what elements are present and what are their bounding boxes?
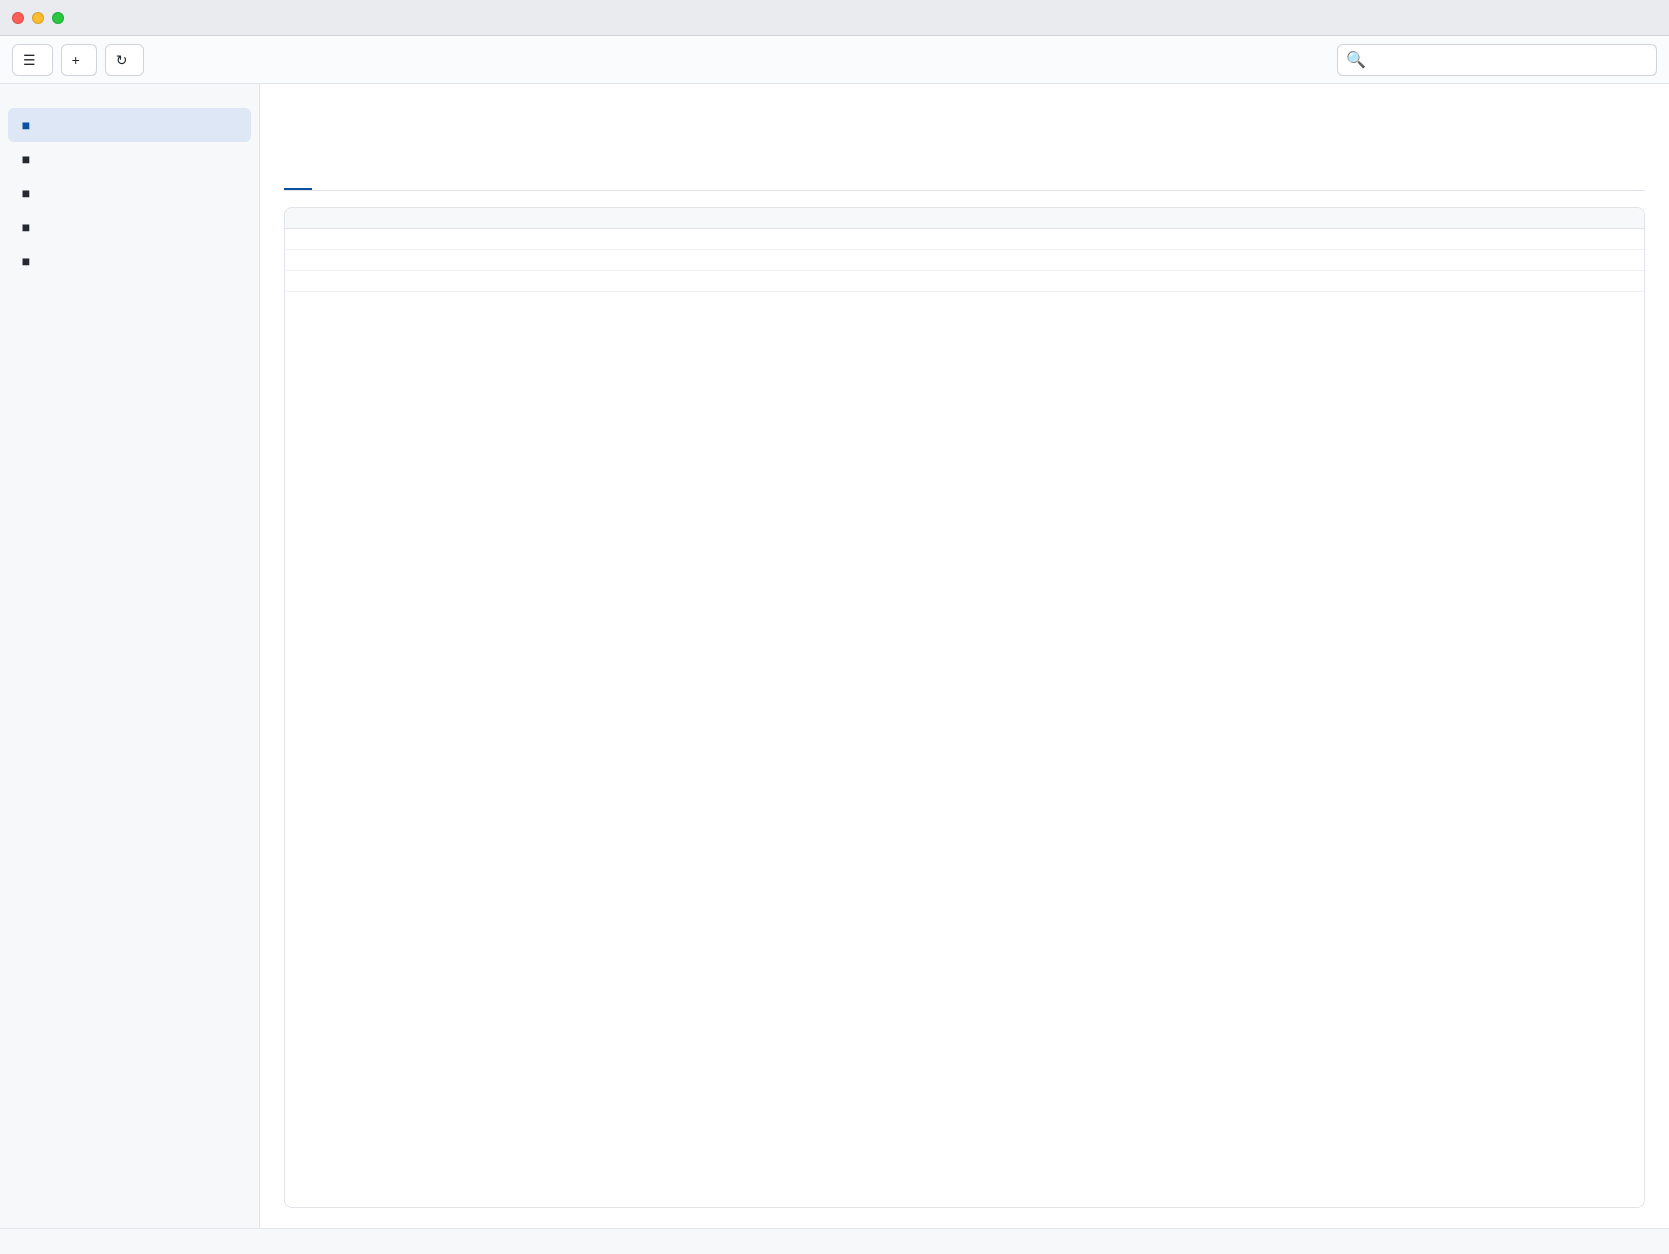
sidebar-item-5-icon: ■	[21, 253, 31, 269]
sidebar-item-5[interactable]	[8, 244, 251, 278]
sidebar-item-1[interactable]	[8, 108, 251, 142]
sidebar-item-1-icon: ■	[21, 117, 31, 133]
table-cell	[285, 250, 625, 271]
tab-1[interactable]	[284, 172, 312, 190]
column-header[interactable]	[965, 208, 1305, 229]
table-cell	[965, 271, 1305, 292]
breadcrumb	[284, 104, 1645, 122]
table-cell	[625, 271, 965, 292]
table-cell	[1304, 250, 1644, 271]
table-cell	[285, 229, 625, 250]
table-row[interactable]	[285, 271, 1644, 292]
search-icon: 🔍	[1346, 51, 1366, 69]
close-window-button[interactable]	[12, 12, 24, 24]
toolbar-button-2[interactable]	[61, 44, 97, 76]
sidebar	[0, 84, 260, 1228]
sidebar-heading	[8, 96, 251, 108]
table-header-row	[285, 208, 1644, 229]
table-row[interactable]	[285, 250, 1644, 271]
toolbar-button-1-icon: ☰	[23, 51, 36, 68]
table-cell	[285, 271, 625, 292]
toolbar-button-3-icon: ↻	[115, 51, 128, 68]
table-cell	[1304, 229, 1644, 250]
toolbar-button-1[interactable]	[12, 44, 53, 76]
search-input[interactable]	[1372, 51, 1648, 68]
table-cell	[965, 250, 1305, 271]
sidebar-item-2[interactable]	[8, 142, 251, 176]
maximize-window-button[interactable]	[52, 12, 64, 24]
title-bar[interactable]	[0, 0, 1669, 36]
table-cell	[965, 229, 1305, 250]
window-controls	[12, 12, 64, 24]
app-body	[0, 84, 1669, 1228]
sidebar-item-2-icon: ■	[21, 151, 31, 167]
column-header[interactable]	[1304, 208, 1644, 229]
tab-bar	[284, 172, 1645, 191]
tab-3[interactable]	[348, 172, 376, 190]
table-row[interactable]	[285, 229, 1644, 250]
table-cell	[625, 250, 965, 271]
sidebar-item-4[interactable]	[8, 210, 251, 244]
column-header[interactable]	[285, 208, 625, 229]
tab-2[interactable]	[316, 172, 344, 190]
minimize-window-button[interactable]	[32, 12, 44, 24]
search-box[interactable]	[1337, 44, 1657, 76]
sidebar-item-3[interactable]	[8, 176, 251, 210]
toolbar-button-3[interactable]	[105, 44, 145, 76]
table-cell	[1304, 271, 1644, 292]
column-header[interactable]	[625, 208, 965, 229]
data-table	[284, 207, 1645, 1208]
table-cell	[625, 229, 965, 250]
page-title	[284, 128, 1645, 158]
status-bar	[0, 1228, 1669, 1254]
sidebar-item-3-icon: ■	[21, 185, 31, 201]
toolbar-button-2-icon: +	[71, 51, 80, 68]
sidebar-item-4-icon: ■	[21, 219, 31, 235]
main-content	[260, 84, 1669, 1228]
toolbar	[0, 36, 1669, 84]
